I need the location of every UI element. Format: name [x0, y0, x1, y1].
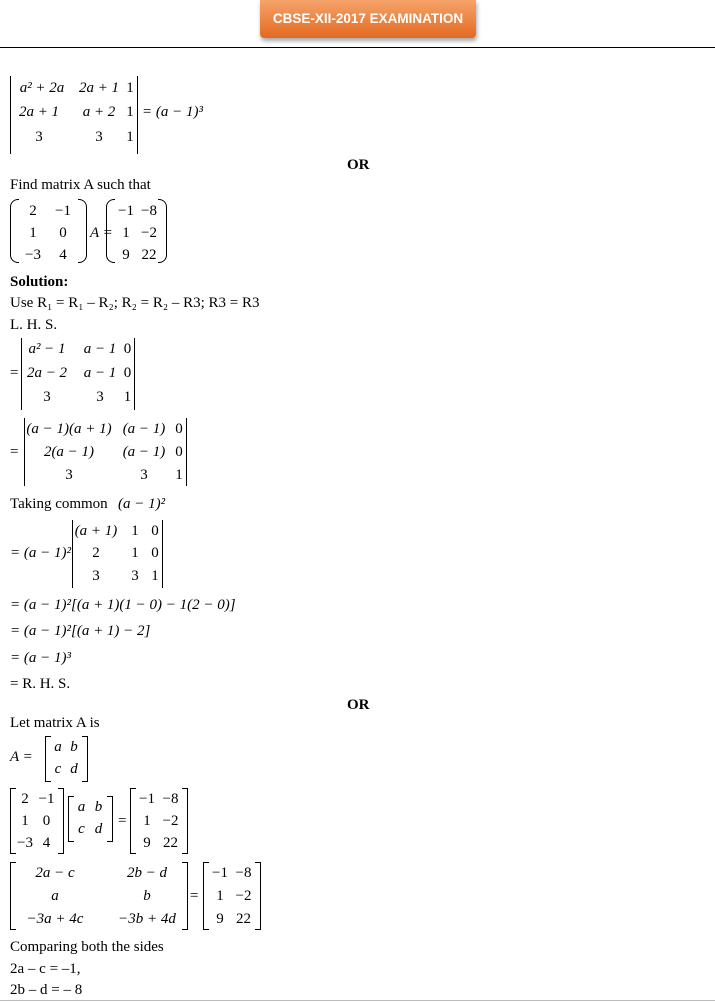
- rhs-cell-2: −8: [235, 865, 252, 881]
- a-cell-2: c: [78, 821, 85, 837]
- det3-cell: 1: [175, 467, 183, 483]
- q-left-cell: 4: [59, 247, 67, 263]
- let-matrix: Let matrix A is: [10, 715, 100, 731]
- det2-cell: a − 1: [83, 365, 117, 381]
- q-right-cell: −1: [118, 203, 134, 219]
- prod-cell: 2a − c: [35, 865, 75, 881]
- q-left-cell: −3: [25, 247, 41, 263]
- det3-cell: (a − 1): [122, 421, 166, 437]
- rhs-cell-2: 1: [216, 888, 224, 904]
- a-cell: d: [70, 761, 78, 777]
- a-def-label: A =: [10, 749, 33, 765]
- prod-cell: a: [51, 888, 59, 904]
- solution-step-1: = (a − 1)²[(a + 1)(1 − 0) − 1(2 − 0)]: [10, 597, 236, 613]
- det4-cell: 3: [131, 568, 139, 584]
- det1-cell: a² + 2a: [19, 80, 65, 96]
- taking-common: Taking common: [10, 496, 108, 512]
- det2-cell: 1: [123, 389, 132, 405]
- lhs-cell: −3: [17, 835, 33, 851]
- det3-cell: 0: [175, 421, 183, 437]
- q-left-cell: 0: [59, 225, 67, 241]
- det1-cell: 1: [126, 80, 134, 96]
- or-label-2: OR: [347, 697, 370, 713]
- q-right-cell: −2: [141, 225, 157, 241]
- lhs-cell: 0: [42, 813, 51, 829]
- q-left-cell: 2: [29, 203, 37, 219]
- det2-cell: a² − 1: [28, 341, 66, 357]
- header-rule: [0, 47, 715, 48]
- det1-cell: 3: [35, 129, 43, 145]
- lhs-cell: −1: [38, 791, 55, 807]
- det3-cell: 0: [175, 444, 183, 460]
- rhs-cell: −1: [139, 791, 155, 807]
- equals-sign: =: [118, 813, 127, 829]
- a-cell: c: [54, 761, 62, 777]
- taking-common-expr: (a − 1)²: [118, 496, 166, 512]
- question-text: Find matrix A such that: [10, 177, 151, 193]
- rhs-cell: 1: [143, 813, 151, 829]
- q-left-cell: 1: [29, 225, 37, 241]
- equation-2: 2b – d = – 8: [10, 982, 83, 998]
- det4-prefix: = (a − 1)²: [10, 545, 71, 561]
- det2-cell: 3: [96, 389, 104, 405]
- det1-cell: a + 2: [82, 104, 116, 120]
- rhs-cell-2: 22: [236, 911, 251, 927]
- det2-cell: 0: [123, 365, 132, 381]
- a-cell-2: a: [77, 799, 86, 815]
- prod-cell: −3a + 4c: [26, 911, 84, 927]
- det4-cell: 0: [151, 545, 159, 561]
- q-mid: A =: [90, 225, 113, 241]
- equation-1: 2a – c = –1,: [10, 961, 81, 977]
- a-cell-2: b: [94, 799, 103, 815]
- rhs-cell: 22: [163, 835, 178, 851]
- q-left-cell: −1: [55, 203, 71, 219]
- det1-rhs: = (a − 1)³: [142, 104, 203, 120]
- det4-cell: 0: [151, 523, 159, 539]
- prod-cell: b: [143, 888, 151, 904]
- det1-cell: 3: [95, 129, 103, 145]
- rhs-cell-2: −2: [235, 888, 252, 904]
- a-cell: a: [54, 739, 62, 755]
- lhs-cell: 4: [42, 835, 51, 851]
- q-right-cell: 22: [141, 247, 157, 263]
- det1-cell: 1: [126, 129, 134, 145]
- det1-cell: 2a + 1: [78, 80, 120, 96]
- det3-cell: 3: [140, 467, 148, 483]
- lhs-cell: 1: [21, 813, 29, 829]
- det4-cell: 2: [92, 545, 100, 561]
- rhs-cell-2: 9: [216, 911, 224, 927]
- equals-sign-2: =: [190, 888, 199, 904]
- det2-cell: 0: [123, 341, 132, 357]
- row-operations: Use R₁ = R₁ – R₂; R₂ = R₂ – R3; R3 = R3: [10, 295, 260, 311]
- prod-cell: −3b + 4d: [118, 911, 176, 927]
- rhs-label: = R. H. S.: [10, 676, 71, 692]
- footer-rule: [0, 1000, 715, 1001]
- rhs-cell: 9: [143, 835, 151, 851]
- solution-step-3: = (a − 1)³: [10, 650, 71, 666]
- det3-cell: (a − 1)(a + 1): [26, 421, 112, 437]
- det4-cell: 1: [131, 523, 139, 539]
- det2-cell: 2a − 2: [26, 365, 68, 381]
- det1-cell: 1: [126, 104, 134, 120]
- det2-cell: 3: [43, 389, 51, 405]
- solution-step-2: = (a − 1)²[(a + 1) − 2]: [10, 623, 151, 639]
- q-right-cell: −8: [141, 203, 157, 219]
- det2-cell: a − 1: [83, 341, 117, 357]
- det3-cell: 2(a − 1): [43, 444, 95, 460]
- rhs-cell-2: −1: [212, 865, 228, 881]
- det1-cell: 2a + 1: [18, 104, 60, 120]
- a-cell: b: [70, 739, 78, 755]
- q-right-cell: 1: [122, 225, 130, 241]
- det4-cell: (a + 1): [74, 523, 118, 539]
- exam-banner: CBSE-XII-2017 EXAMINATION: [260, 0, 476, 38]
- or-label: OR: [347, 157, 370, 173]
- rhs-cell: −2: [162, 813, 179, 829]
- det3-cell: (a − 1): [122, 444, 166, 460]
- q-right-cell: 9: [122, 247, 130, 263]
- lhs-label: L. H. S.: [10, 317, 58, 333]
- prod-cell: 2b − d: [126, 865, 168, 881]
- det4-cell: 1: [131, 545, 139, 561]
- det4-cell: 3: [92, 568, 100, 584]
- a-cell-2: d: [94, 821, 103, 837]
- lhs-cell: 2: [21, 791, 29, 807]
- solution-title: Solution:: [10, 274, 69, 290]
- det4-cell: 1: [151, 568, 159, 584]
- comparing-text: Comparing both the sides: [10, 939, 164, 955]
- det3-cell: 3: [65, 467, 73, 483]
- rhs-cell: −8: [162, 791, 179, 807]
